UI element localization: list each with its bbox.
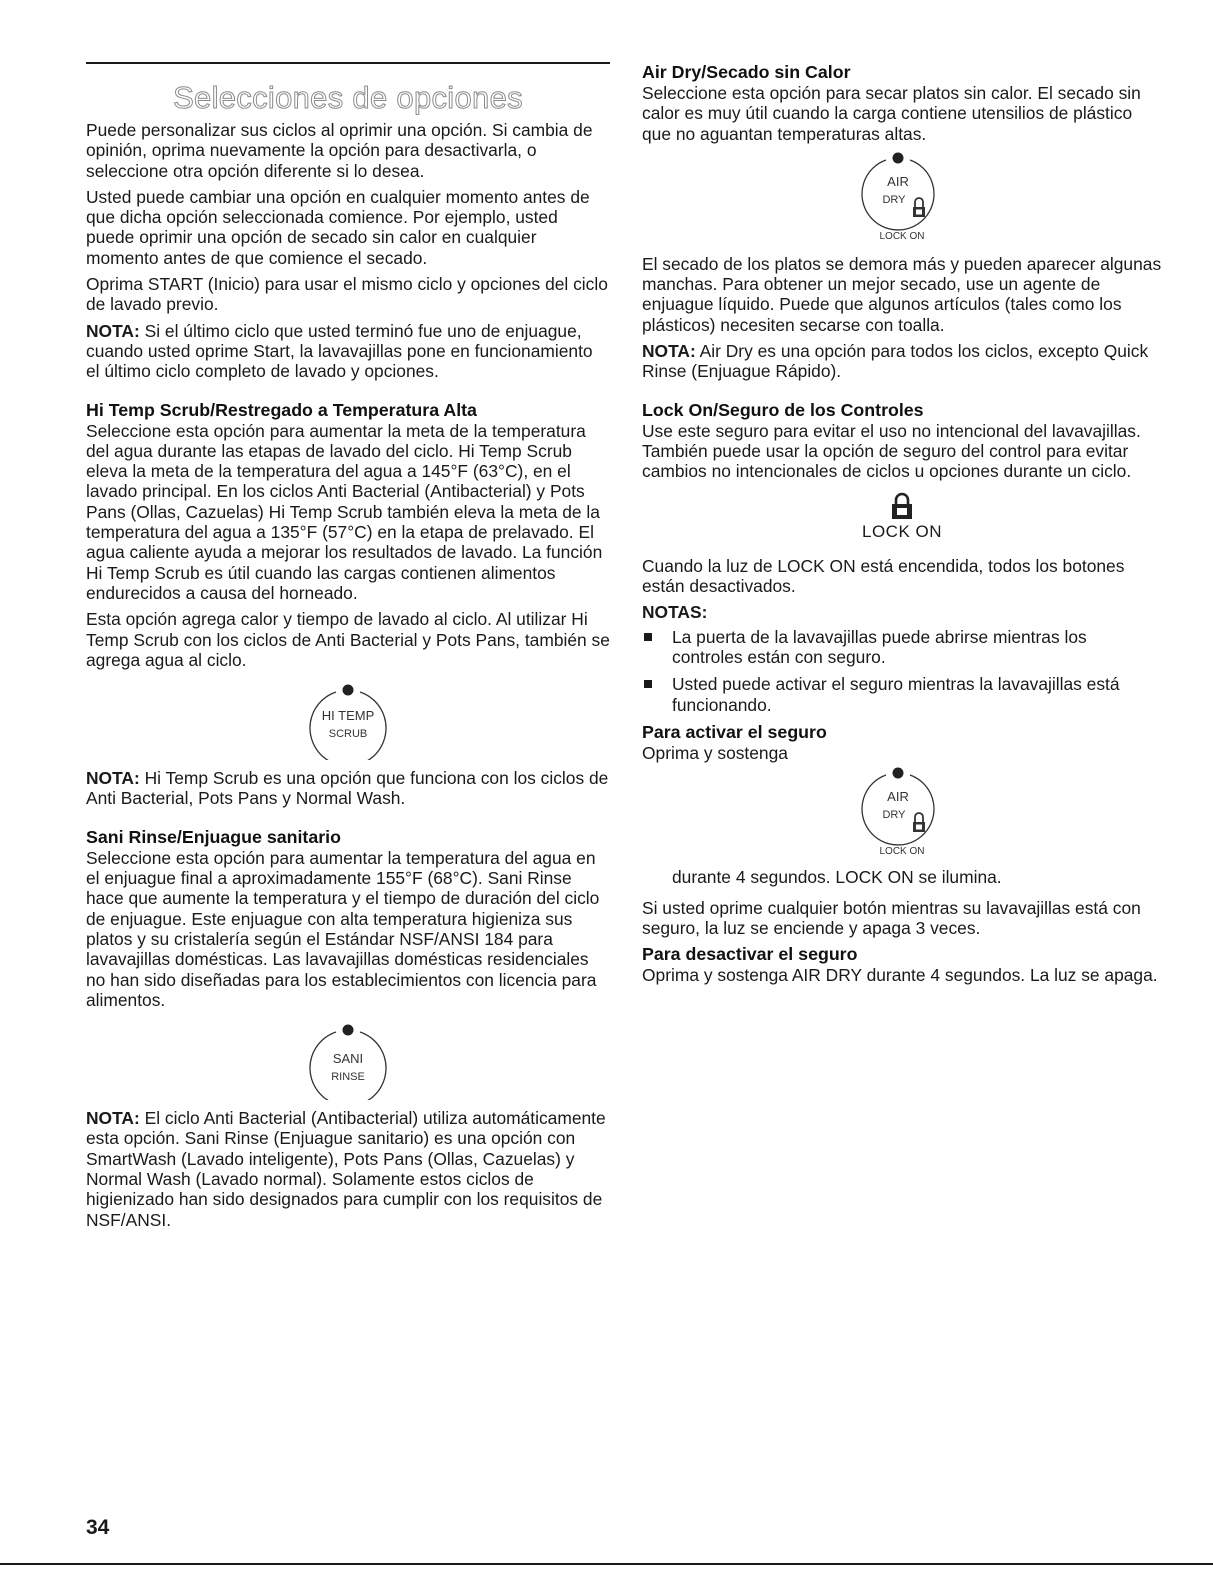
bullet-icon [644,633,652,641]
deactivate-lock-text: Oprima y sostenga AIR DRY durante 4 segundos. La luz se apaga. [642,965,1158,986]
hi-temp-scrub-icon [298,676,398,760]
note-label: NOTA: [86,320,140,341]
air-dry-icon [842,765,962,861]
air-dry-label-line2: DRY [882,809,906,822]
list-item-text: La puerta de la lavavajillas puede abrirse mientras los controles están con seguro. [672,626,1087,668]
notas-label: NOTAS: [642,602,708,623]
padlock-icon [913,198,925,217]
lock-on-indicator-illustration [642,492,1162,542]
page-number: 34 [86,1516,110,1539]
indicator-light-icon [893,768,904,779]
intro-paragraph-3: Oprima START (Inicio) para usar el mismo ciclo y opciones del ciclo de lavado previo. [86,274,608,315]
note-text: Air Dry es una opción para todos los ciclos, excepto Quick Rinse (Enjuague Rápido). [642,341,1149,382]
intro-paragraph-1: Puede personalizar sus ciclos al oprimir una opción. Si cambia de opinión, oprima nuevamente la opción para desactivarla, o seleccione otra opción diferente si lo desea. [86,120,593,181]
deactivate-lock-heading: Para desactivar el seguro [642,944,858,965]
indicator-light-icon [343,685,354,696]
lock-on-label: LOCK ON [861,521,943,541]
note-text: Si el último ciclo que usted terminó fue uno de enjuague, cuando usted oprime Start, la lavavajillas pone en funcionamiento el último ciclo completo de lavado y opciones. [86,320,593,382]
sani-rinse-paragraph: Seleccione esta opción para aumentar la temperatura del agua en el enjuague final a aproximadamente 155°F (68°C). Sani Rinse hace que aumente la temperatura y el tiempo de duración del ciclo de enjuague. Este enjuague con alta temperatura higieniza sus platos y su cristalería según el Estándar NSF/ANSI 184 para lavavajillas domésticas. Las lavavajillas domésticas residenciales no han sido diseñadas para los establecimientos con licencia para alimentos. [86,847,600,1010]
note-text: Hi Temp Scrub es una opción que funciona con los ciclos de Anti Bacterial, Pots Pans y Normal Wash. [86,768,609,809]
bottom-rule [0,1563,1213,1565]
sani-rinse-label-line1: SANI [332,1051,364,1067]
note-label: NOTA: [642,341,696,362]
sani-rinse-button-illustration [86,1016,610,1100]
air-dry-heading: Air Dry/Secado sin Calor [642,62,851,82]
activate-lock-heading: Para activar el seguro [642,721,827,742]
sani-rinse-note [86,1108,610,1230]
air-dry-label-line1: AIR [887,789,909,805]
hi-temp-scrub-button-illustration [86,676,610,760]
air-dry-note [642,341,1162,382]
list-item-text: Usted puede activar el seguro mientras la lavavajillas está funcionando. [672,674,1120,715]
note-label: NOTA: [86,1108,140,1129]
lock-on-caption: LOCK ON [879,846,925,858]
padlock-icon [913,813,925,832]
list-item [642,674,1162,715]
sani-rinse-label-line2: RINSE [331,1071,365,1084]
intro-note [86,321,610,382]
lock-on-paragraph-3: Si usted oprime cualquier botón mientras su lavavajillas está con seguro, la luz se enciende y apaga 3 veces. [642,897,1141,938]
air-dry-button-illustration-2 [642,765,1162,861]
note-label: NOTA: [86,768,140,789]
left-column [86,62,610,1236]
air-dry-paragraph: Seleccione esta opción para secar platos sin calor. El secado sin calor es muy útil cuando la carga contiene utensilios de plástico que no aguantan temperaturas altas. [642,83,1141,144]
top-rule [86,62,610,64]
indicator-light-icon [893,152,904,163]
note-text: El ciclo Anti Bacterial (Antibacterial) utiliza automáticamente esta opción. Sani Rinse (Enjuague sanitario) es una opción con SmartWash (Lavado inteligente), Pots Pans (Ollas, Cazuelas) y Normal Wash (Lavado normal). Solamente estos ciclos de higienizado han sido designados para cumplir con los requisitos de NSF/ANSI. [86,1108,606,1230]
air-dry-button-illustration [642,150,1162,246]
hi-temp-heading: Hi Temp Scrub/Restregado a Temperatura Alta [86,399,477,420]
hi-temp-paragraph-2: Esta opción agrega calor y tiempo de lavado al ciclo. Al utilizar Hi Temp Scrub con los ciclos de Anti Bacterial y Pots Pans, también se agrega agua al ciclo. [86,609,610,670]
hi-temp-note [86,768,610,809]
intro-paragraph-2: Usted puede cambiar una opción en cualquier momento antes de que dicha opción seleccionada comience. Por ejemplo, usted puede oprimir una opción de secado sin calor en cualquier momento antes de que comience el secado. [86,186,590,268]
lock-on-paragraph: Use este seguro para evitar el uso no intencional del lavavajillas. También puede usar la opción de seguro del control para evitar cambios no intencionales de ciclos u opciones durante un ciclo. [642,420,1141,482]
air-dry-label-line2: DRY [882,193,906,206]
activate-lock-after: durante 4 segundos. LOCK ON se ilumina. [672,867,1002,888]
indicator-light-icon [343,1025,354,1036]
lock-on-caption: LOCK ON [879,230,925,242]
lock-on-notes-list [642,627,1162,715]
list-item [642,627,1162,668]
hi-temp-label-line2: SCRUB [328,728,368,741]
sani-rinse-heading: Sani Rinse/Enjuague sanitario [86,826,341,847]
air-dry-paragraph-2: El secado de los platos se demora más y pueden aparecer algunas manchas. Para obtener un mejor secado, use un agente de enjuague líquido. Puede que algunos artículos (tales como los plásticos) necesiten secarse con toalla. [642,253,1162,335]
page-title: Selecciones de opciones [173,80,523,115]
sani-rinse-icon [298,1016,398,1100]
lock-on-paragraph-2: Cuando la luz de LOCK ON está encendida, todos los botones están desactivados. [642,555,1125,597]
hi-temp-label-line1: HI TEMP [321,708,375,724]
lock-on-heading: Lock On/Seguro de los Controles [642,399,924,420]
padlock-icon [889,492,915,520]
bullet-icon [644,680,652,688]
activate-lock-text: Oprima y sostenga [642,742,788,763]
air-dry-icon [842,150,962,246]
right-column [642,62,1162,991]
hi-temp-paragraph-1: Seleccione esta opción para aumentar la meta de la temperatura del agua durante las etapas de lavado del ciclo. Hi Temp Scrub eleva la meta de la temperatura del agua a 145°F (63°C), en el lavado principal. En los ciclos Anti Bacterial (Antibacterial) y Pots Pans (Ollas, Cazuelas) Hi Temp Scrub también eleva la meta de la temperatura del agua a 135°F (57°C) en la etapa de prelavado. El agua caliente ayuda a mejorar los resultados de lavado. La función Hi Temp Scrub es útil cuando las cargas contienen alimentos endurecidos a causa del horneado. [86,420,603,603]
air-dry-label-line1: AIR [887,173,909,189]
